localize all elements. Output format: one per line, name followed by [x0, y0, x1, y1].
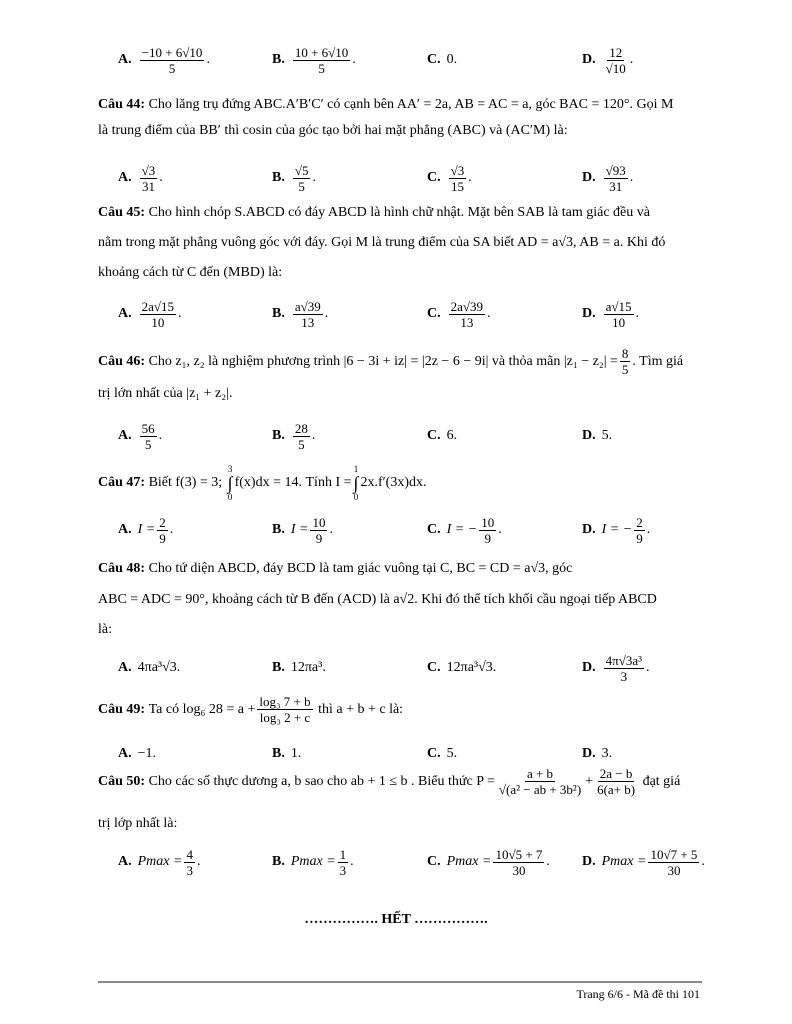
- q46-option-c: C. 6.: [427, 428, 458, 443]
- q48-option-d: D. $\frac{\text{4π√3a³}}{3}$ .: [582, 652, 650, 684]
- q43-option-b: B. $\frac{10 + 6√10}{5}$ .: [272, 44, 356, 76]
- q49-option-b: B. 1.: [272, 746, 302, 761]
- q47-option-d: D. I = − $\frac{2}{9}$ .: [582, 514, 651, 546]
- q45-options: [118, 294, 702, 334]
- q46-options: [118, 416, 702, 456]
- q43-option-c: C. 0.: [427, 52, 458, 67]
- question-45: Câu 45: Cho hình chóp S.ABCD có đáy ABCD là hình chữ nhật. Mặt bên SAB là tam giác đều và nằm trong mặt phẳng vuông góc với đáy. Gọi M là trung điểm của SA biết AD = a√3, AB = a. Khi đó khoảng cách từ C đến (MBD) là:: [98, 205, 666, 280]
- q47-option-c: C. I = − $\frac{10}{9}$ .: [427, 514, 502, 546]
- q46-option-b: B. $\frac{28}{5}$ .: [272, 420, 316, 452]
- q43-option-d: D. $\frac{12}{√10}$ .: [582, 44, 634, 76]
- q44-option-b: B. $\frac{√5}{5}$ .: [272, 162, 316, 194]
- q43-option-a: A. $\frac{-10 + 6√10}{5}$ .: [118, 44, 210, 76]
- q44-options: [118, 158, 702, 198]
- q48-option-a: A. 4πa³√3.: [118, 660, 181, 675]
- q44-option-c: C. $\frac{√3}{15}$ .: [427, 162, 472, 194]
- q48-option-c: C. 12πa³√3.: [427, 660, 497, 675]
- q47-option-a: A. I = $\frac{2}{9}$ .: [118, 514, 174, 546]
- q47-options: [118, 510, 702, 550]
- q50-option-d: D. Pmax = $\frac{10√7 + 5}{30}$ .: [582, 846, 705, 878]
- q46-option-a: A. $\frac{56}{5}$ .: [118, 420, 163, 452]
- q49-option-a: A. −1.: [118, 746, 157, 761]
- question-47: Câu 47: Biết f(3) = 3; 3 ∫ 0 f(x)dx = 14. Tính I = 1 ∫ 0 2x.f′(3x)dx.: [98, 464, 427, 502]
- question-49: Câu 49: Ta có log₆ 28 = a + $\frac{\text{log₃ 7 + b}}{\text{log₃ 2 + c}}$ thì a + b + c là:: [98, 694, 404, 725]
- q45-option-b: B. $\frac{a√39}{13}$ .: [272, 298, 329, 330]
- question-50: Câu 50: Cho các số thực dương a, b sao cho ab + 1 ≤ b . Biểu thức P = $\frac{a + b}{\text{√(a² − ab + 3b²)}}$ + $\frac{2a - b}{6(a+ b)}$ đạt giá trị lớp nhất là:: [98, 766, 681, 831]
- question-48: Câu 48: Cho tứ diện ABCD, đáy BCD là tam giác vuông tại C, BC = CD = a√3, góc ABC = ADC = 90°, khoảng cách từ B đến (ACD) là a√2. Khi đó thể tích khối cầu ngoại tiếp ABCD là:: [98, 561, 657, 637]
- q49-option-c: C. 5.: [427, 746, 458, 761]
- q45-option-d: D. $\frac{a√15}{10}$ .: [582, 298, 640, 330]
- q46-option-d: D. 5.: [582, 428, 613, 443]
- question-44: Câu 44: Cho lăng trụ đứng ABC.A′B′C′ có cạnh bên AA′ = 2a, AB = AC = a, góc BAC = 120°. Gọi M là trung điểm của BB′ thì cosin của góc tạo bởi hai mặt phẳng (ABC) và (AC′M) là:: [98, 97, 674, 138]
- page-footer: Trang 6/6 - Mã đề thi 101: [576, 987, 700, 1001]
- q50-option-b: B. Pmax = $\frac{1}{3}$ .: [272, 846, 354, 878]
- footer-divider: [98, 981, 702, 983]
- q45-option-a: A. $\frac{2a√15}{10}$ .: [118, 298, 182, 330]
- q44-option-d: D. $\frac{√93}{31}$ .: [582, 162, 634, 194]
- q47-option-b: B. I = $\frac{10}{9}$ .: [272, 514, 333, 546]
- q48-options: [118, 648, 702, 688]
- q44-option-a: A. $\frac{√3}{31}$ .: [118, 162, 163, 194]
- end-marker: ……………. HẾT …………….: [304, 912, 488, 927]
- q50-option-c: C. Pmax = $\frac{10√5 + 7}{30}$ .: [427, 846, 550, 878]
- q45-option-c: C. $\frac{2a√39}{13}$ .: [427, 298, 491, 330]
- q49-option-d: D. 3.: [582, 746, 613, 761]
- q43-options: [118, 40, 702, 80]
- q50-options: [118, 842, 705, 882]
- question-46: Câu 46: Cho z₁, z₂ là nghiệm phương trình |6 − 3i + iz| = |2z − 6 − 9i| và thỏa mãn |z₁ − z₂| = $\frac{8}{5}$ . Tìm giá trị lớn nhất của |z₁ + z₂|.: [98, 346, 684, 401]
- q50-option-a: A. Pmax = $\frac{4}{3}$ .: [118, 846, 201, 878]
- q48-option-b: B. 12πa³.: [272, 660, 326, 675]
